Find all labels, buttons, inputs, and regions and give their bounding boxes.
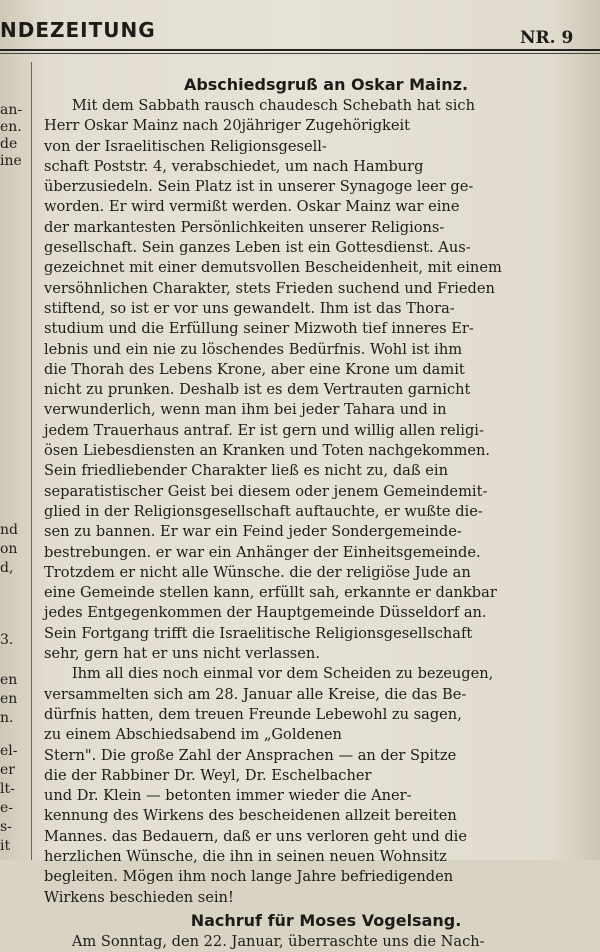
fragment-text: on (0, 541, 18, 557)
fragment-text: en. (0, 119, 22, 135)
text-line: Mit dem Sabbath rausch chaudesch Schebath hat sich (44, 97, 476, 114)
fragment-text: an- (0, 102, 23, 118)
text-line: versammelten sich am 28. Januar alle Kreise, die das Be- (44, 685, 467, 703)
fragment-text: d, (0, 560, 14, 576)
fragment-text: de (0, 136, 18, 152)
fragment-text: e- (0, 800, 14, 816)
text-line: studium und die Erfüllung seiner Mizwoth tief inneres Er- (44, 320, 474, 338)
text-line: separatistischer Geist bei diesem oder jenem Gemeindemit- (44, 482, 488, 500)
text-line: schaft Poststr. 4, verabschiedet, um nach Hamburg (44, 157, 424, 175)
column-divider (31, 62, 32, 860)
text-line: zu einem Abschiedsabend im „Goldenen (44, 726, 342, 744)
text-line: die Thorah des Lebens Krone, aber eine Krone um damit (44, 360, 465, 378)
obituary-heading: Nachruf für Moses Vogelsang. (190, 910, 462, 930)
text-line: eine Gemeinde stellen kann, erfüllt sah, erkannte er dankbar (44, 584, 497, 602)
text-line: dürfnis hatten, dem treuen Freunde Lebewohl zu sagen, (44, 705, 462, 723)
text-line: kennung des Wirkens des bescheidenen allzeit bereiten (44, 807, 457, 825)
fragment-text: er (0, 762, 15, 778)
text-line: begleiten. Mögen ihm noch lange Jahre befriedigenden (44, 868, 454, 886)
text-line: nicht zu prunken. Deshalb ist es dem Vertrauten garnicht (44, 381, 471, 399)
text-line: sen zu bannen. Er war ein Feind jeder Sondergemeinde- (44, 523, 462, 541)
fragment-text: ine (0, 153, 22, 169)
article-heading: Abschiedsgruß an Oskar Mainz. (183, 75, 469, 94)
text-line: die der Rabbiner Dr. Weyl, Dr. Eschelbacher (44, 766, 372, 784)
text-line: und Dr. Klein — betonten immer wieder die Aner- (44, 787, 412, 805)
fragment-text: it (0, 838, 11, 854)
fragment-text: en (0, 691, 18, 707)
text-line: glied in der Religionsgesellschaft auftauchte, er wußte die- (44, 502, 483, 520)
text-line: herzlichen Wünsche, die ihn in seinen neuen Wohnsitz (44, 847, 447, 865)
text-line: Herr Oskar Mainz nach 20jähriger Zugehörigkeit (44, 117, 411, 135)
text-line: Sein Fortgang trifft die Israelitische Religionsgesellschaft (44, 624, 473, 642)
text-line: bestrebungen. er war ein Anhänger der Einheitsgemeinde. (44, 543, 481, 561)
header-rule (0, 49, 600, 51)
text-line: überzusiedeln. Sein Platz ist in unserer Synagoge leer ge- (44, 178, 474, 196)
text-line: stiftend, so ist er vor uns gewandelt. Ihm ist das Thora- (44, 299, 455, 317)
text-line: jedes Entgegenkommen der Hauptgemeinde Düsseldorf an. (44, 604, 487, 622)
text-line: worden. Er wird vermißt werden. Oskar Mainz war eine (44, 198, 460, 216)
fragment-text: el- (0, 743, 18, 759)
header-rule-thin (0, 53, 600, 54)
text-line: gezeichnet mit einer demutsvollen Bescheidenheit, mit einem (44, 259, 502, 277)
text-line: von der Israelitischen Religionsgesell- (44, 137, 327, 155)
article-body (44, 96, 584, 908)
text-line: Mannes. das Bedauern, daß er uns verloren geht und die (44, 827, 467, 845)
text-line: verwunderlich, wenn man ihm bei jeder Tahara und in (44, 401, 447, 419)
text-line: Am Sonntag, den 22. Januar, überraschte uns die Nach- (44, 932, 485, 950)
text-line: ösen Liebesdiensten an Kranken und Toten nachgekommen. (44, 442, 491, 460)
fragment-text: nd (0, 522, 18, 538)
text-line: Sein friedliebender Charakter ließ es nicht zu, daß ein (44, 462, 448, 480)
text-line: der markantesten Persönlichkeiten unserer Religions- (44, 218, 445, 236)
text-line: versöhnlichen Charakter, stets Frieden suchend und Frieden (44, 279, 495, 297)
fragment-text: lt- (0, 781, 15, 797)
main-column (44, 74, 584, 952)
text-line: gesellschaft. Sein ganzes Leben ist ein Gottesdienst. Aus- (44, 239, 471, 257)
text-line: Ihm all dies noch einmal vor dem Scheiden zu bezeugen, (44, 665, 494, 683)
newspaper-title-fragment: NDEZEITUNG (0, 18, 156, 42)
fragment-text: n. (0, 710, 14, 726)
text-line: lebnis und ein nie zu löschendes Bedürfnis. Wohl ist ihm (44, 340, 463, 358)
fragment-text: en (0, 672, 18, 688)
text-line: Wirkens beschieden sein! (44, 888, 234, 906)
obituary-body (44, 932, 584, 952)
fragment-text: 3. (0, 632, 14, 648)
text-line: Stern". Die große Zahl der Ansprachen — an der Spitze (44, 746, 457, 764)
fragment-text: s- (0, 819, 12, 835)
text-line: sehr, gern hat er uns nicht verlassen. (44, 645, 320, 663)
text-line: Trotzdem er nicht alle Wünsche. die der religiöse Jude an (44, 563, 471, 581)
text-line: jedem Trauerhaus antraf. Er ist gern und willig allen religi- (44, 421, 484, 439)
issue-number: NR. 9 (520, 28, 574, 48)
